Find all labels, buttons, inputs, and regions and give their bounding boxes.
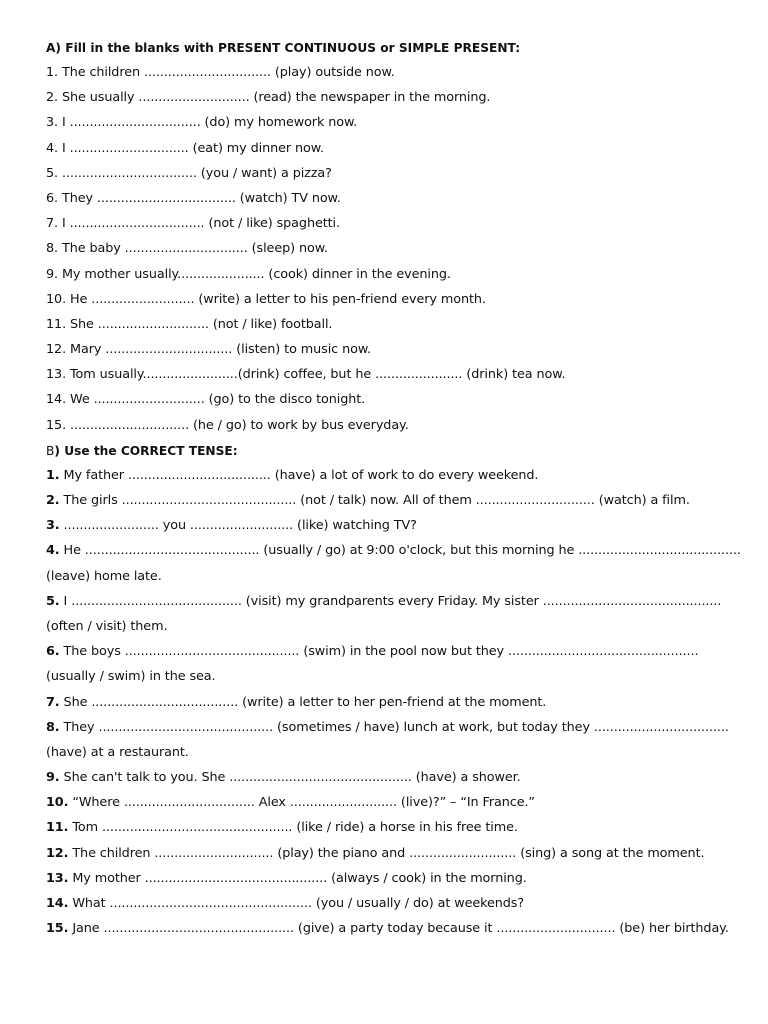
item-number: 15. [46,921,69,937]
exercise-b-line-5-cont [46,617,736,642]
exercise-a-item-12: 12. Mary ................................ (listen) to music now. [46,342,371,358]
exercise-b-line-15 [46,919,736,944]
item-text: (usually / swim) in the sea. [46,669,216,685]
item-text: He ............................................ (usually / go) at 9:00 o'clock, but this morning he ......................................... [59,543,741,559]
exercise-b-line-8 [46,718,736,743]
item-number: 6. [46,644,60,660]
item-number: 2. [46,493,60,508]
exercise-a-item-13: 13. Tom usually........................(drink) coffee, but he ...................... (drink) tea now. [46,367,566,383]
item-text: Tom ................................................ (like / ride) a horse in his free time. [68,820,518,836]
item-text: Jane ................................................ (give) a party today because it .............................. (be) her birthday. [68,921,729,937]
exercise-b-line-5 [46,592,736,617]
exercise-a-item-6: 6. They ................................... (watch) TV now. [46,190,341,206]
item-number: 4. [46,543,60,559]
exercise-b-line-12 [46,844,736,869]
section-b-heading-text: ) Use the CORRECT TENSE: [54,443,238,458]
exercise-b-line-14 [46,894,736,919]
item-number: 9. [46,770,60,786]
exercise-a-item-2: 2. She usually ............................ (read) the newspaper in the morning. [46,90,491,106]
item-text: The boys ............................................ (swim) in the pool now but they ................................................ [59,644,699,660]
item-number: 5. [46,593,60,609]
item-number: 1. [46,467,60,483]
exercise-a-item-11: 11. She ............................ (not / like) football. [46,316,333,332]
item-number: 10. [46,795,69,811]
item-number: 13. [46,870,69,886]
exercise-b-line-6 [46,642,736,667]
item-text: My mother .............................................. (always / cook) in the morning. [68,870,527,886]
item-text: I ........................................... (visit) my grandparents every Friday. My sister ............................................. [59,593,722,609]
exercise-b-line-1 [46,466,736,491]
item-number: 14. [46,896,69,911]
item-text: My father .................................... (have) a lot of work to do every weekend. [59,467,539,483]
exercise-a-item-8: 8. The baby ............................... (sleep) now. [46,241,328,257]
exercise-a-item-10: 10. He .......................... (write) a letter to his pen-friend every month. [46,291,486,307]
section-a-heading: A) Fill in the blanks with PRESENT CONTINUOUS or SIMPLE PRESENT: [46,41,521,55]
exercise-b-line-4 [46,541,741,566]
exercise-a-item-7: 7. I .................................. (not / like) spaghetti. [46,216,340,232]
exercise-a-item-9: 9. My mother usually...................... (cook) dinner in the evening. [46,266,451,282]
item-text: (leave) home late. [46,568,162,584]
exercise-b-line-2 [46,491,736,516]
worksheet [46,38,741,944]
item-text: (often / visit) them. [46,618,168,634]
item-text: ........................ you .......................... (like) watching TV? [59,518,417,534]
exercise-a-item-3: 3. I ................................. (do) my homework now. [46,115,358,131]
item-text: What ................................................... (you / usually / do) at weekends? [68,896,525,911]
item-number: 12. [46,845,69,861]
section-b-heading [46,441,736,466]
item-number: 11. [46,820,69,836]
exercise-b-line-9 [46,768,736,793]
item-number: 3. [46,518,60,534]
item-number: 8. [46,719,60,735]
section-b-letter: B [46,443,55,458]
exercise-b-line-8-cont [46,743,736,768]
item-text: She ..................................... (write) a letter to her pen-friend at the moment. [59,694,547,710]
exercise-b-line-13 [46,869,736,894]
item-text: She can't talk to you. She .............................................. (have) a shower. [59,770,521,786]
item-text: “Where ................................. Alex ........................... (live)?” – “In France.” [68,795,535,811]
item-text: (have) at a restaurant. [46,744,189,760]
exercise-b-line-3 [46,516,736,541]
exercise-b-line-11 [46,818,736,843]
exercise-a-item-5: 5. .................................. (you / want) a pizza? [46,165,332,181]
exercise-b-line-10 [46,793,736,818]
exercise-b-line-6-cont [46,667,736,692]
exercise-a-item-14: 14. We ............................ (go) to the disco tonight. [46,392,366,408]
exercise-a-item-15: 15. .............................. (he / go) to work by bus everyday. [46,417,409,433]
item-text: The girls ............................................ (not / talk) now. All of them .............................. (watch) a film. [59,493,690,508]
item-text: The children .............................. (play) the piano and ........................... (sing) a song at the moment. [68,845,705,861]
exercise-b-line-4-cont [46,567,736,592]
exercise-a-item-4: 4. I .............................. (eat) my dinner now. [46,140,324,156]
item-text: They ............................................ (sometimes / have) lunch at work, but today they .................................. [59,719,729,735]
exercise-a-item-1: 1. The children ................................ (play) outside now. [46,65,395,80]
exercise-b-line-7 [46,693,736,718]
item-number: 7. [46,694,60,710]
